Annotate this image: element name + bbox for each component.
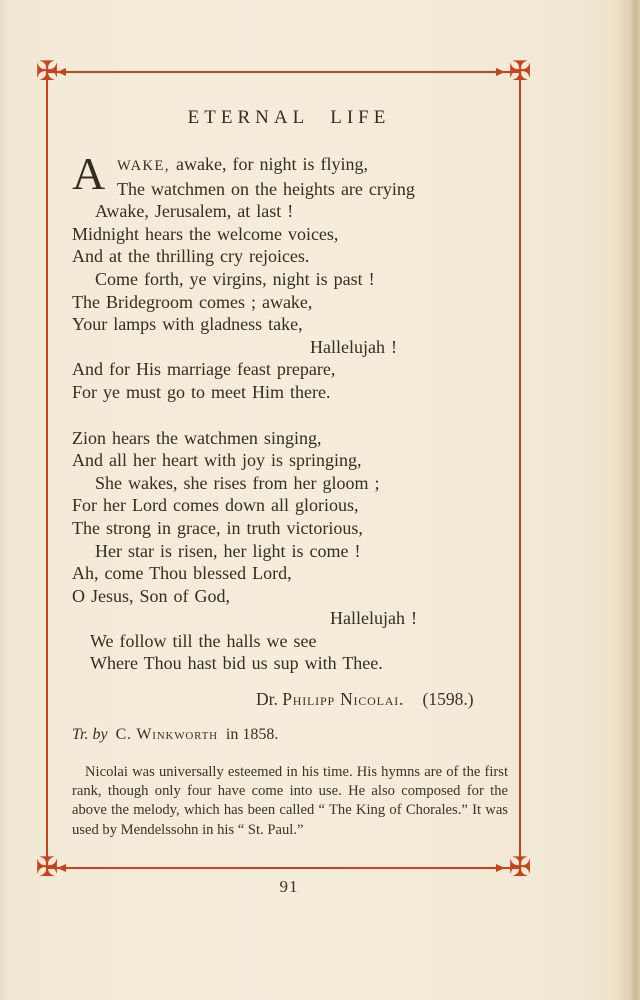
border-rule-top (46, 71, 521, 73)
poem-line: Ah, come Thou blessed Lord, (72, 563, 292, 584)
translator-lead: Tr. by (72, 726, 108, 743)
poem-line: Her star is risen, her light is come ! (95, 540, 361, 561)
poem-line: And at the thrilling cry rejoices. (72, 246, 310, 267)
poem-line: The watchmen on the heights are crying (117, 178, 415, 199)
translator-year: in 1858. (225, 726, 279, 743)
stanza-2 (72, 427, 522, 676)
page-number: 91 (279, 877, 299, 896)
author-attribution (72, 689, 506, 710)
poem-line: For her Lord comes down all glorious, (72, 495, 359, 516)
border-rule-bottom (46, 867, 521, 869)
poem-line: Awake, Jerusalem, at last ! (95, 201, 294, 222)
rule-arrowhead-icon (496, 864, 505, 872)
author-name: Philipp Nicolai. (282, 689, 405, 709)
poem-line: Midnight hears the welcome voices, (72, 223, 339, 244)
translator-name: C. Winkworth (115, 726, 218, 743)
poem-line-hallelujah: Hallelujah ! (330, 608, 417, 629)
rule-arrowhead-icon (57, 68, 66, 76)
maltese-cross-icon: ✠ (508, 56, 532, 87)
poem-line: O Jesus, Son of God, (72, 585, 231, 606)
poem-line: For ye must go to meet Him there. (72, 381, 331, 402)
author-year: (1598.) (422, 689, 474, 709)
maltese-cross-icon: ✠ (35, 56, 59, 87)
rule-arrowhead-icon (57, 864, 66, 872)
poem-line: Where Thou hast bid us sup with Thee. (90, 653, 383, 674)
poem-line (72, 153, 522, 178)
translator-line (72, 726, 278, 744)
poem-line: She wakes, she rises from her gloom ; (95, 472, 380, 493)
poem-line-hallelujah: Hallelujah ! (310, 336, 397, 357)
author-prefix: Dr. (256, 689, 278, 709)
hymn-text (72, 148, 522, 675)
poem-line: Your lamps with gladness take, (72, 314, 303, 335)
border-rule-left (46, 72, 48, 868)
poem-line: The Bridegroom comes ; awake, (72, 291, 313, 312)
maltese-cross-icon: ✠ (508, 852, 532, 883)
poem-line: And all her heart with joy is springing, (72, 450, 362, 471)
maltese-cross-icon: ✠ (35, 852, 59, 883)
poem-line: We follow till the halls we see (90, 630, 317, 651)
poem-line: Zion hears the watchmen singing, (72, 427, 322, 448)
stanza-1 (72, 148, 522, 404)
first-line-rest: awake, for night is flying, (170, 154, 368, 174)
poem-line: And for His marriage feast prepare, (72, 359, 336, 380)
rule-arrowhead-icon (496, 68, 505, 76)
poem-line: Come forth, ye virgins, night is past ! (95, 268, 375, 289)
first-word-smallcaps: WAKE, (117, 158, 171, 174)
page-title: ETERNAL LIFE (187, 107, 391, 128)
editorial-note: Nicolai was universally esteemed in his time. His hymns are of the first rank, though only four have come into use. He also composed for the above the melody, which has been called “ The King of Chorales.” It was used by Mendelssohn in his “ St. Paul.” (72, 764, 508, 838)
poem-line: The strong in grace, in truth victorious, (72, 517, 363, 538)
dropcap-initial: A (72, 148, 106, 199)
